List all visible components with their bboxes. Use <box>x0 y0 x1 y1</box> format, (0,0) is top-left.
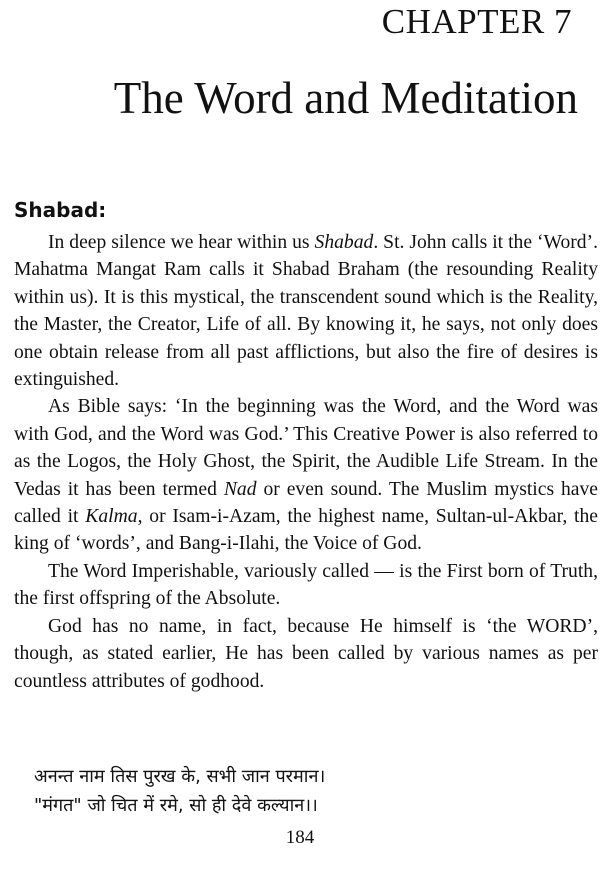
verse-block <box>34 762 325 820</box>
text-run: As Bible says: ‘In the beginning was the Word, and the Word was with God, and the Word was God.’ This Creative Power is also referred to as the Logos, the Holy Ghost, the Spirit, the Audible Life Stream. In the Vedas it has been termed <box>14 396 598 500</box>
paragraph <box>14 613 598 695</box>
italic-term: Nad <box>223 478 257 500</box>
body-text <box>14 229 598 695</box>
text-run: , or Isam-i-Azam, the highest name, Sultan-ul-Akbar, the king of ‘words’, and Bang-i-Ilahi, the Voice of God. <box>14 506 598 555</box>
chapter-label: CHAPTER 7 <box>381 2 572 41</box>
italic-term: Shabad <box>314 232 374 253</box>
text-run: or even sound. The Muslim mystics have called it <box>14 478 598 528</box>
chapter-title: The Word and Meditation <box>113 73 578 123</box>
text-run: God has no name, in fact, because He himself is ‘the WORD’, though, as stated earlier, He has been called by various names as per countless attributes of godhood. <box>14 615 598 692</box>
paragraph <box>14 229 598 393</box>
italic-term: Kalma <box>85 506 138 528</box>
text-run: . St. John calls it the ‘Word’. Mahatma Mangat Ram calls it Shabad Braham (the resounding Reality within us). It is this mystical, the transcendent sound which is the Reality, the Master, the Creator, Life of all. By knowing it, he says, not only does one obtain release from all past afflictions, but also the fire of desires is extinguished. <box>14 232 598 391</box>
verse-line: अनन्त नाम तिस पुरख के, सभी जान परमान। <box>34 766 326 787</box>
page-number: 184 <box>285 827 315 848</box>
text-run: In deep silence we hear within us <box>48 232 315 253</box>
verse-line: "मंगत" जो चित में रमे, सो ही देवे कल्यान।। <box>34 795 318 816</box>
text-run: The Word Imperishable, variously called — is the First born of Truth, the first offspring of the Absolute. <box>14 560 598 610</box>
section-heading: Shabad: <box>14 198 107 222</box>
paragraph <box>14 558 598 613</box>
paragraph <box>14 393 598 557</box>
